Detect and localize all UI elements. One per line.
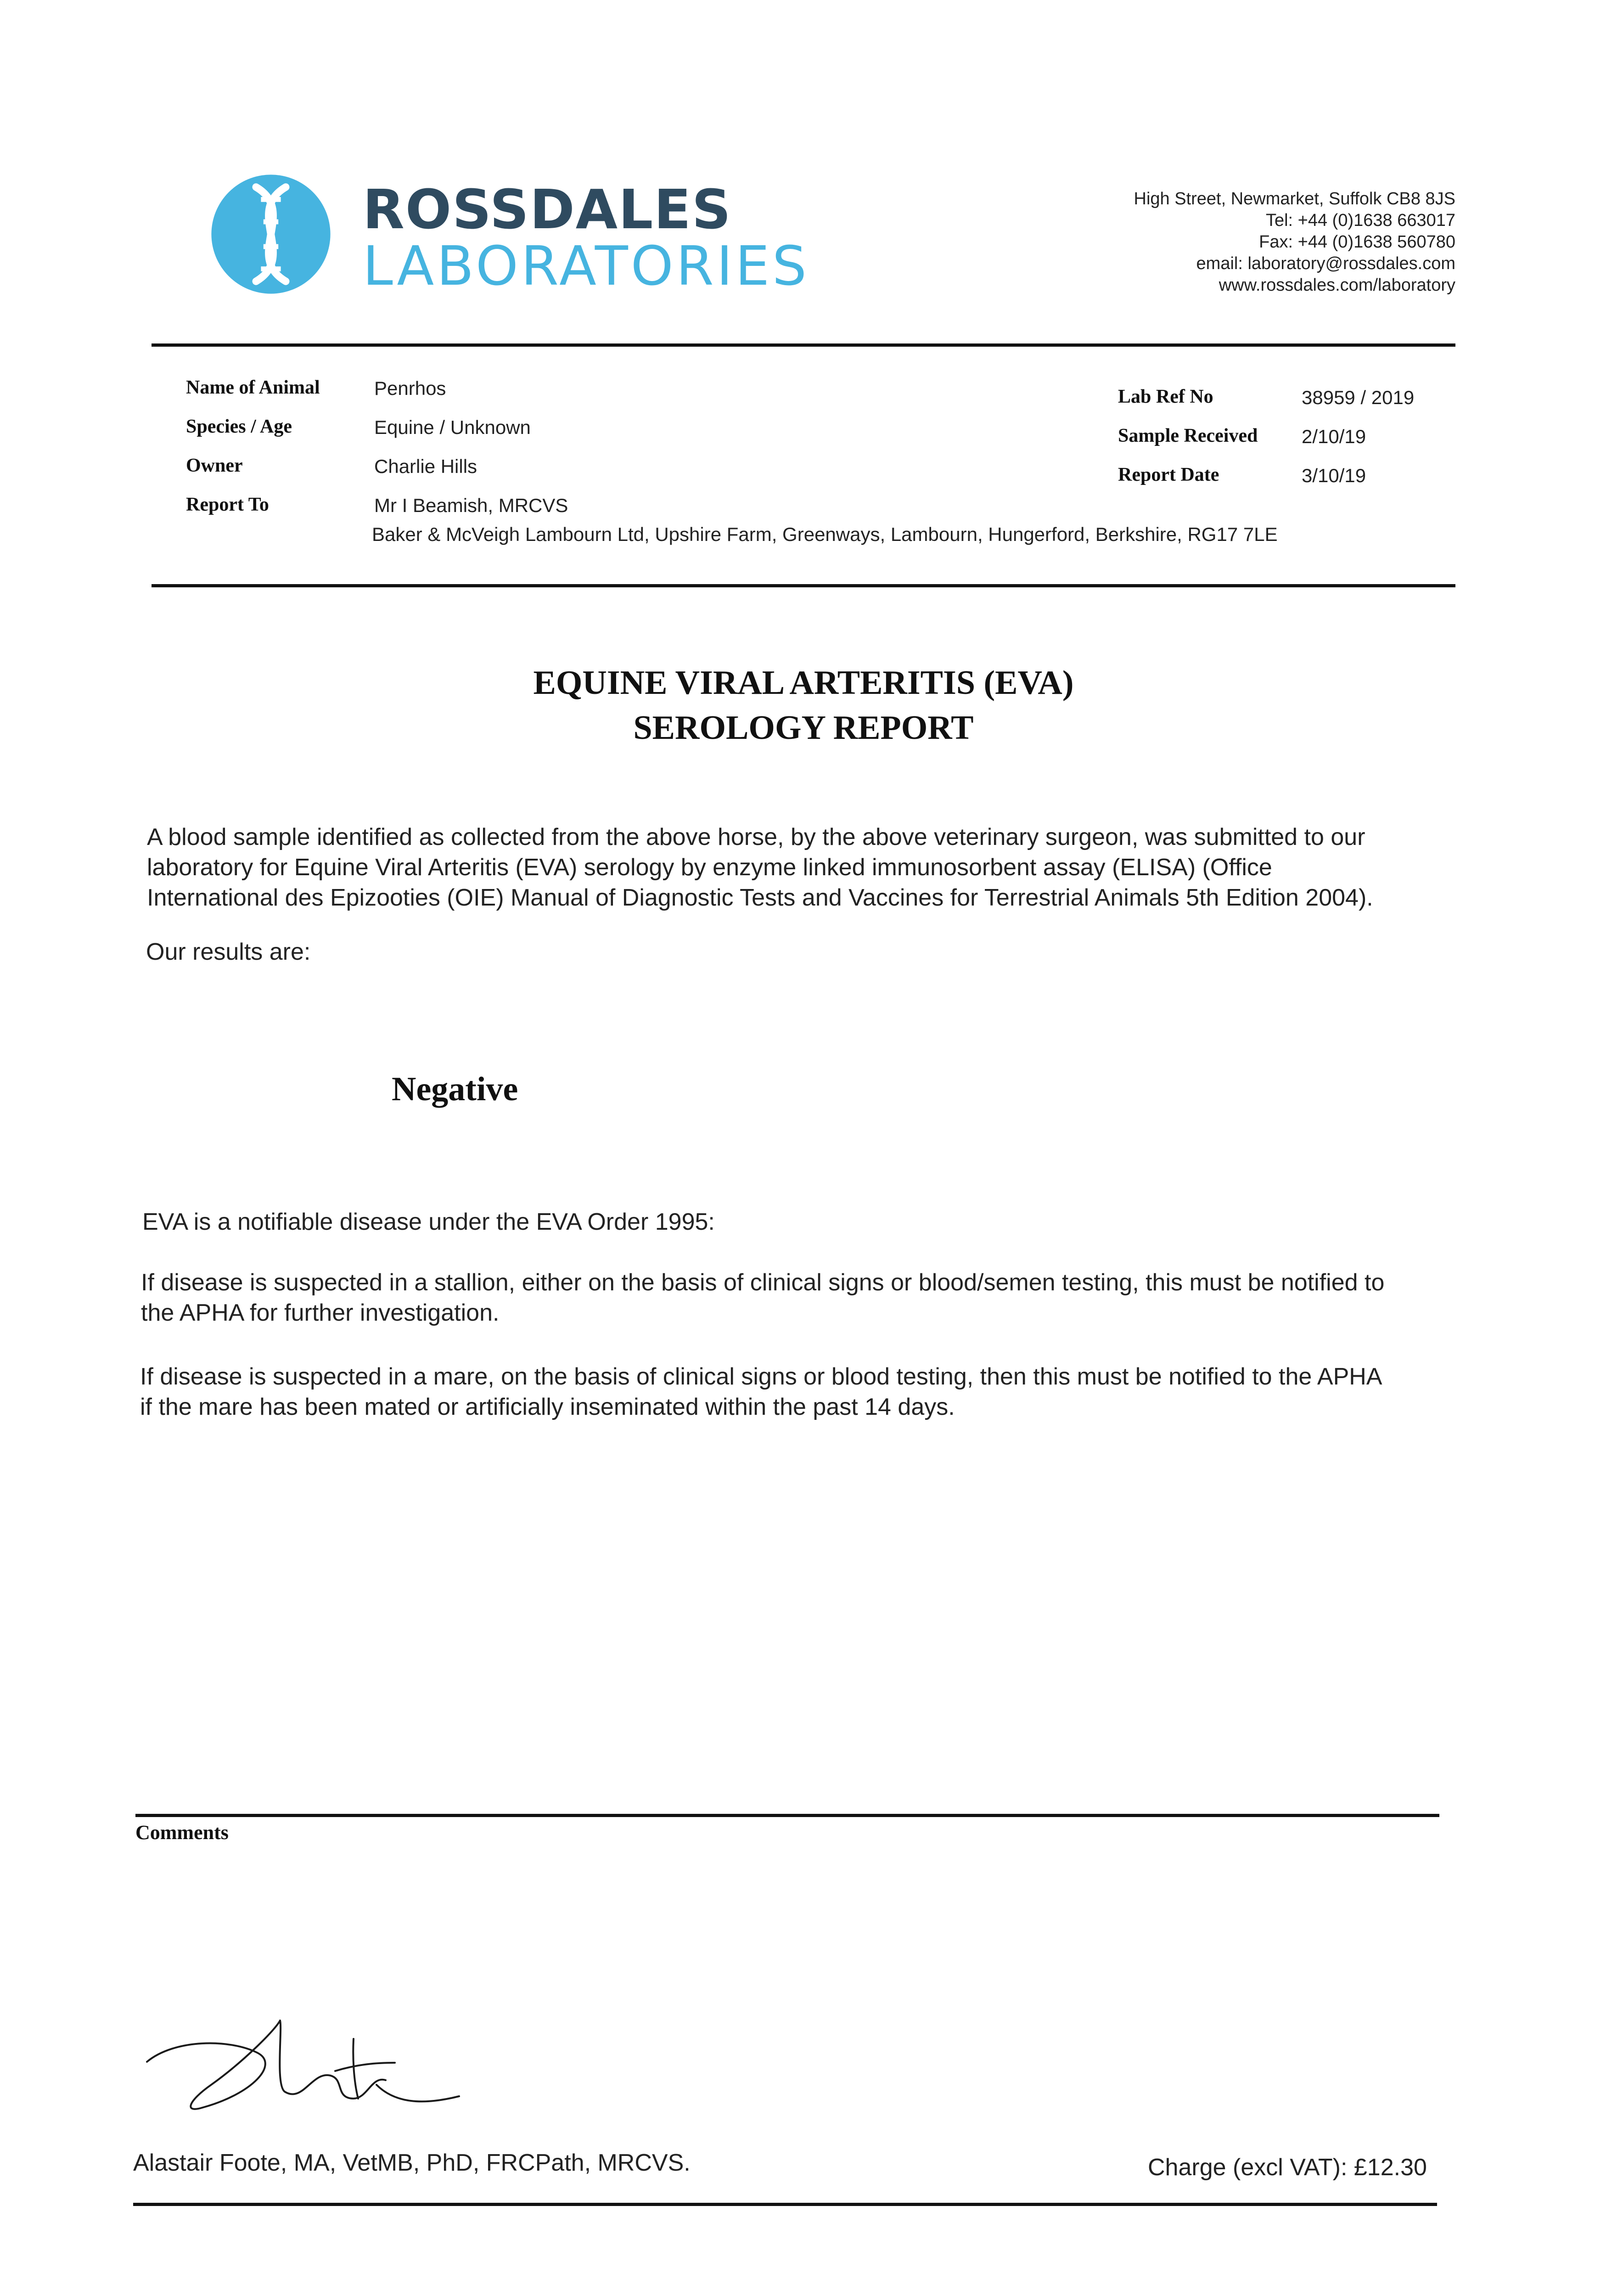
- sample-received-label: Sample Received: [1118, 425, 1258, 446]
- contact-fax: Fax: +44 (0)1638 560780: [1259, 232, 1455, 252]
- comments-label: Comments: [135, 1821, 229, 1844]
- owner-label: Owner: [186, 455, 243, 476]
- mare-paragraph: [140, 1362, 1449, 1422]
- header-divider: [152, 343, 1455, 347]
- lab-ref-label: Lab Ref No: [1118, 386, 1213, 407]
- brand-subtitle: LABORATORIES: [363, 234, 809, 298]
- stallion-line: the APHA for further investigation.: [141, 1300, 500, 1326]
- intro-line: International des Epizooties (OIE) Manual of Diagnostic Tests and Vaccines for Terrestrial Animals 5th Edition 2004).: [147, 884, 1373, 911]
- contact-website: www.rossdales.com/laboratory: [1219, 276, 1455, 295]
- charge-amount: Charge (excl VAT): £12.30: [1148, 2154, 1427, 2181]
- report-to-address: Baker & McVeigh Lambourn Ltd, Upshire Farm, Greenways, Lambourn, Hungerford, Berkshire, RG17 7LE: [372, 523, 1278, 545]
- comments-divider: [135, 1814, 1439, 1817]
- intro-line: laboratory for Equine Viral Arteritis (EVA) serology by enzyme linked immunosorbent assay (ELISA) (Office: [147, 854, 1272, 881]
- report-date-label: Report Date: [1118, 464, 1219, 485]
- contact-email: email: laboratory@rossdales.com: [1196, 254, 1455, 273]
- notifiable-statement: EVA is a notifiable disease under the EVA Order 1995:: [142, 1209, 715, 1235]
- mare-line: if the mare has been mated or artificially inseminated within the past 14 days.: [140, 1394, 955, 1420]
- footer-divider: [133, 2203, 1437, 2206]
- name-value: Penrhos: [374, 377, 446, 399]
- report-date-value: 3/10/19: [1302, 465, 1366, 486]
- signature-icon: [138, 2011, 477, 2122]
- species-value: Equine / Unknown: [374, 416, 531, 438]
- owner-value: Charlie Hills: [374, 456, 477, 477]
- report-to-label: Report To: [186, 494, 269, 515]
- contact-block: [1042, 188, 1455, 296]
- name-label: Name of Animal: [186, 377, 320, 398]
- contact-tel: Tel: +44 (0)1638 663017: [1265, 211, 1455, 230]
- signatory-name: Alastair Foote, MA, VetMB, PhD, FRCPath, MRCVS.: [133, 2150, 691, 2176]
- dna-helix-icon: [209, 172, 333, 296]
- result-value: Negative: [392, 1070, 518, 1108]
- report-title: EQUINE VIRAL ARTERITIS (EVA): [533, 664, 1074, 702]
- results-lead: Our results are:: [146, 939, 311, 965]
- report-to-name: Mr I Beamish, MRCVS: [374, 495, 568, 516]
- intro-line: A blood sample identified as collected from the above horse, by the above veterinary surgeon, was submitted to our: [147, 824, 1365, 850]
- intro-paragraph: [147, 822, 1455, 913]
- species-label: Species / Age: [186, 416, 292, 437]
- sample-received-value: 2/10/19: [1302, 426, 1366, 447]
- stallion-line: If disease is suspected in a stallion, either on the basis of clinical signs or blood/semen testing, this must be notified to: [141, 1269, 1385, 1296]
- lab-ref-value: 38959 / 2019: [1302, 387, 1415, 408]
- mare-line: If disease is suspected in a mare, on the basis of clinical signs or blood testing, then this must be notified to the APHA: [140, 1363, 1382, 1390]
- brand-name: ROSSDALES: [363, 178, 732, 241]
- contact-address: High Street, Newmarket, Suffolk CB8 8JS: [1134, 189, 1455, 208]
- report-subtitle: SEROLOGY REPORT: [633, 709, 974, 747]
- stallion-paragraph: [141, 1267, 1449, 1328]
- details-divider: [152, 584, 1455, 587]
